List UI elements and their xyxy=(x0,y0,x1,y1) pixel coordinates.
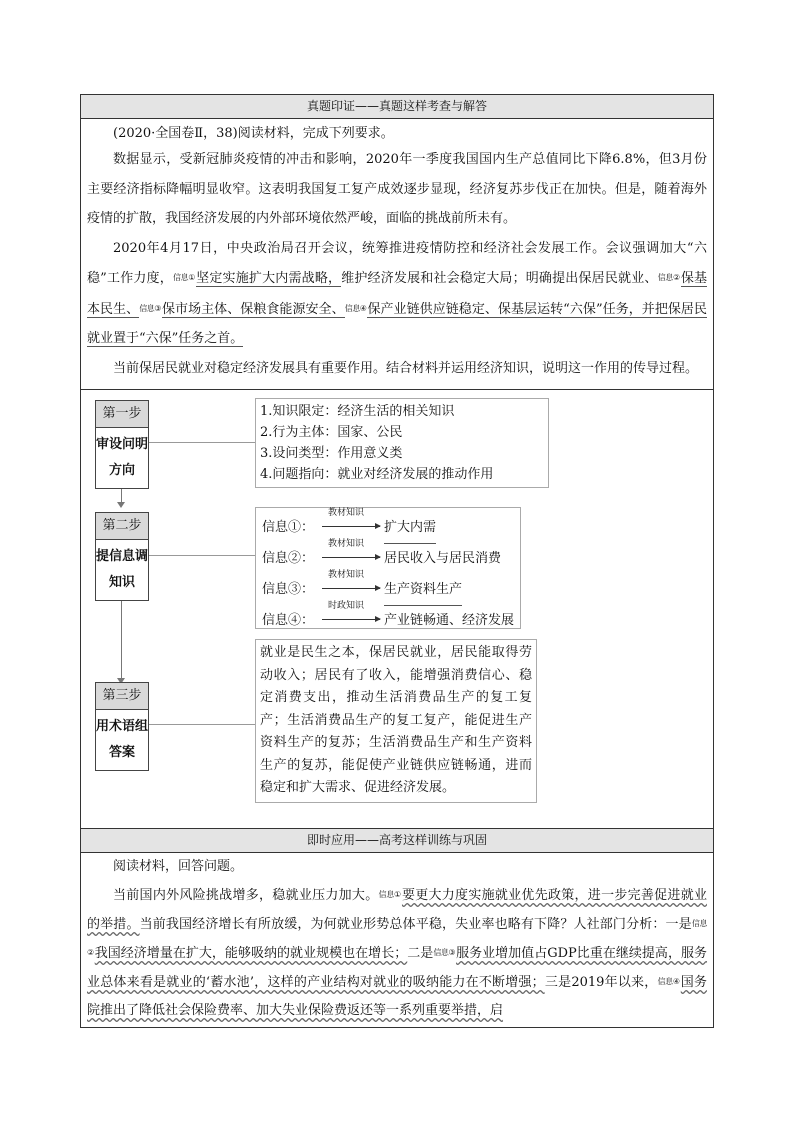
step-2-desc: 提信息调知识 xyxy=(96,549,149,590)
analysis-item: 4.问题指向：就业对经济发展的推动作用 xyxy=(260,467,494,482)
step-2-info-mapping xyxy=(255,507,521,629)
material-section xyxy=(81,119,713,390)
info-text-3: 保市场主体、保粮食能源安全、 xyxy=(162,301,345,317)
section-title-practice: 即时应用——高考这样训练与巩固 xyxy=(81,829,713,853)
knowledge-value: 居民收入与居民消费 xyxy=(384,551,502,566)
question-source: (2020·全国卷Ⅱ，38)阅读材料，完成下列要求。 xyxy=(113,126,394,141)
info-text-2: 我国经济增量在扩大，能够吸纳的就业规模也在增长； xyxy=(94,946,408,961)
info-marker-1: 信息① xyxy=(378,890,401,899)
practice-material: 当前国内外风险挑战增多，稳就业压力加大。信息①要更大力度实施就业优先政策，进一步完善促进就业的举措。当前我国经济增长有所放缓，为何就业形势总体平稳，失业率也略有下降？人社部门分析：一是信息②我国经济增量在扩大，能够吸纳的就业规模也在增长；二是信息③服务业增加值占GDP比重在继续提高，服务业总体来看是就业的‘蓄水池’，这样的产业结构对就业的吸纳能力在不断增强；三是2019年以来，信息④国务院推出了降低社会保险费率、加大失业保险费返还等一系列重要举措，启 xyxy=(87,888,708,1018)
step-3-title: 第三步 xyxy=(96,683,148,710)
step-1-title: 第一步 xyxy=(96,401,148,428)
analysis-item: 2.行为主体：国家、公民 xyxy=(260,425,403,440)
solution-steps xyxy=(81,390,713,829)
question-prompt: 当前保居民就业对稳定经济发展具有重要作用。结合材料并运用经济知识，说明这一作用的传导过程。 xyxy=(113,360,699,376)
right-arrow-icon xyxy=(322,526,380,527)
info-text-4: 保产业链供应链稳定、保基层运转“六保”任务，并把保居民就业置于“六保”任务之首。 xyxy=(87,301,707,346)
info-label: 信息④： xyxy=(262,613,315,628)
info-text-4: 国务院推出了降低社会保险费率、加大失业保险费返还等一系列重要举措，启 xyxy=(87,975,707,1018)
practice-intro: 阅读材料，回答问题。 xyxy=(113,859,244,874)
info-text-1: 要更大力度实施就业优先政策，进一步完善促进就业的举措。 xyxy=(87,888,707,932)
step-1-analysis xyxy=(255,398,549,488)
step-1-box xyxy=(95,400,149,489)
info-marker-2: 信息② xyxy=(87,919,707,957)
info-row-2 xyxy=(260,539,516,570)
info-marker-4: 信息④ xyxy=(344,303,367,313)
connector-line xyxy=(149,724,255,725)
practice-section xyxy=(81,853,713,1027)
section-title-real-exam: 真题印证——真题这样考查与解答 xyxy=(81,95,713,119)
step-2-title: 第二步 xyxy=(96,513,148,540)
step-3-box xyxy=(95,682,149,771)
right-arrow-icon xyxy=(322,557,380,558)
knowledge-value: 扩大内需 xyxy=(384,512,436,544)
knowledge-tag: 时政知识 xyxy=(328,601,365,611)
info-text-2: 保基本民生、 xyxy=(87,271,707,317)
right-arrow-icon xyxy=(322,588,380,589)
right-arrow-icon xyxy=(322,619,380,620)
step-3-desc: 用术语组答案 xyxy=(96,719,149,760)
info-row-1 xyxy=(260,508,516,539)
info-marker-4: 信息④ xyxy=(657,977,680,986)
info-marker-1: 信息① xyxy=(172,273,196,282)
content-table xyxy=(80,94,714,1028)
knowledge-value: 生产资料生产 xyxy=(384,574,462,606)
knowledge-value: 产业链畅通、经济发展 xyxy=(384,613,515,628)
info-marker-3: 信息③ xyxy=(433,948,456,957)
info-label: 信息①： xyxy=(262,520,315,535)
analysis-item: 3.设问类型：作用意义类 xyxy=(260,446,403,461)
connector-line xyxy=(149,442,255,443)
material-paragraph-2: 2020年4月17日，中央政治局召开会议，统筹推进疫情防控和经济社会发展工作。会议强调加大“六稳”工作力度，信息①坚定实施扩大内需战略，维护经济发展和社会稳定大局；明确提出保居民就业、信息②保基本民生、信息③保市场主体、保粮食能源安全、信息④保产业链供应链稳定、保基层运转“六保”任务，并把保居民就业置于“六保”任务之首。 xyxy=(87,240,707,346)
info-row-4 xyxy=(260,601,516,632)
step-1-desc: 审设问明方向 xyxy=(96,437,149,478)
info-row-3 xyxy=(260,570,516,601)
info-label: 信息②： xyxy=(262,551,315,566)
knowledge-tag: 教材知识 xyxy=(328,570,365,580)
step-2-box xyxy=(95,512,149,601)
step-3-answer: 就业是民生之本，保居民就业，居民能取得劳动收入；居民有了收入，能增强消费信心、稳定消费支出，推动生活消费品生产的复工复产；生活消费品生产的复工复产，能促进生产资料生产的复苏；生活消费品生产和生产资料生产的复苏，能促使产业链供应链畅通，进而稳定和扩大需求、促进经济发展。 xyxy=(255,639,537,803)
info-marker-2: 信息② xyxy=(657,273,680,282)
info-label: 信息③： xyxy=(262,582,315,597)
material-paragraph-1: 数据显示，受新冠肺炎疫情的冲击和影响，2020年一季度我国国内生产总值同比下降6.8%，但3月份主要经济指标降幅明显收窄。这表明我国复工复产成效逐步显现，经济复苏步伐正在加快。但是，随着海外疫情的扩散，我国经济发展的内外部环境依然严峻，面临的挑战前所未有。 xyxy=(87,152,707,226)
down-arrow-icon xyxy=(117,502,125,508)
knowledge-tag: 教材知识 xyxy=(328,508,365,518)
connector-line xyxy=(121,600,122,680)
info-text-1: 坚定实施扩大内需战略， xyxy=(196,271,342,286)
knowledge-tag: 教材知识 xyxy=(328,539,365,549)
info-text-3: 服务业增加值占GDP比重在继续提高，服务业总体来看是就业的‘蓄水池’，这样的产业结构对就业的吸纳能力在不断增强； xyxy=(87,946,708,990)
connector-line xyxy=(149,555,255,556)
info-marker-3: 信息③ xyxy=(139,303,161,313)
analysis-item: 1.知识限定：经济生活的相关知识 xyxy=(260,404,455,419)
